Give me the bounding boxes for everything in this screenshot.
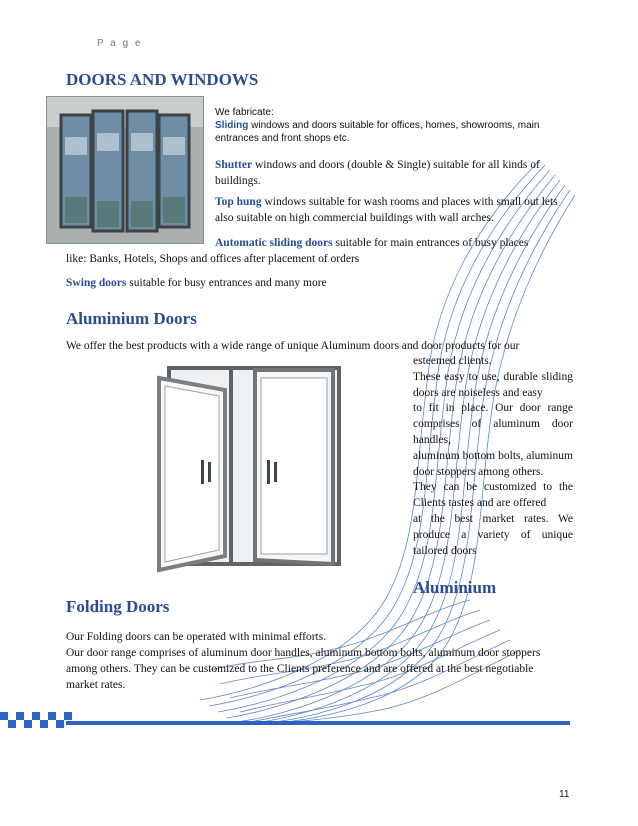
aluminium-line-5: They can be customized to the Clients tastes and are offered bbox=[413, 481, 573, 510]
sliding-description: windows and doors suitable for offices, homes, showrooms, main entrances and front shops etc. bbox=[215, 120, 540, 144]
aluminium-lead-text: We offer the best products with a wide range of unique Aluminum doors and door products for our bbox=[66, 340, 520, 352]
intro-text: We fabricate: bbox=[215, 107, 274, 118]
swing-description: suitable for busy entrances and many more bbox=[126, 277, 327, 289]
shutter-paragraph bbox=[215, 157, 575, 189]
sliding-paragraph bbox=[215, 119, 575, 145]
tophung-paragraph bbox=[215, 194, 575, 226]
aluminium-subheading: Aluminium bbox=[413, 578, 497, 597]
swing-keyword: Swing doors bbox=[66, 277, 127, 289]
automatic-description: suitable for main entrances of busy places bbox=[332, 237, 529, 249]
aluminium-door-photo bbox=[155, 360, 353, 572]
tophung-description: windows suitable for wash rooms and places with small out lets also suitable on high commercial buildings with wall arches. bbox=[215, 196, 558, 224]
aluminium-line-2: These easy to use, durable sliding doors are noiseless and easy bbox=[413, 370, 573, 399]
swing-paragraph bbox=[66, 275, 576, 291]
sliding-doors-photo bbox=[46, 96, 204, 244]
shutter-keyword: Shutter bbox=[215, 159, 253, 171]
page-number: 11 bbox=[559, 789, 570, 800]
heading-doors-and-windows: DOORS AND WINDOWS bbox=[66, 70, 259, 89]
folding-paragraph: Our door range comprises of aluminum door handles, aluminum bottom bolts, aluminum door stoppers among others. They can be customized to the Clients preference and are offered at the best negotiable market rates. bbox=[66, 647, 541, 691]
page-header-label: P a g e bbox=[97, 38, 143, 49]
footer-rule bbox=[66, 721, 570, 725]
automatic-paragraph bbox=[215, 235, 575, 251]
aluminium-line-3: to fit in place. Our door range comprises of aluminum door handles, bbox=[413, 402, 573, 446]
shutter-description: windows and doors (double & Single) suitable for all kinds of buildings. bbox=[215, 159, 540, 187]
heading-aluminium-doors: Aluminium Doors bbox=[66, 309, 197, 328]
aluminium-line-6: at the best market rates. We produce a variety of unique tailored doors bbox=[413, 512, 573, 557]
checker-pattern-decoration bbox=[0, 712, 72, 734]
folding-line-1: Our Folding doors can be operated with minimal efforts. bbox=[66, 631, 327, 643]
heading-folding-doors: Folding Doors bbox=[66, 597, 170, 616]
automatic-continuation: like: Banks, Hotels, Shops and offices after placement of orders bbox=[66, 253, 360, 265]
tophung-keyword: Top hung bbox=[215, 196, 262, 208]
sliding-keyword: Sliding bbox=[215, 120, 249, 131]
aluminium-line-1: esteemed clients. bbox=[413, 355, 492, 367]
aluminium-column-text bbox=[413, 354, 573, 559]
aluminium-line-4: aluminum bottom bolts, aluminum door stoppers among others. bbox=[413, 449, 573, 478]
automatic-keyword: Automatic sliding doors bbox=[215, 237, 333, 249]
